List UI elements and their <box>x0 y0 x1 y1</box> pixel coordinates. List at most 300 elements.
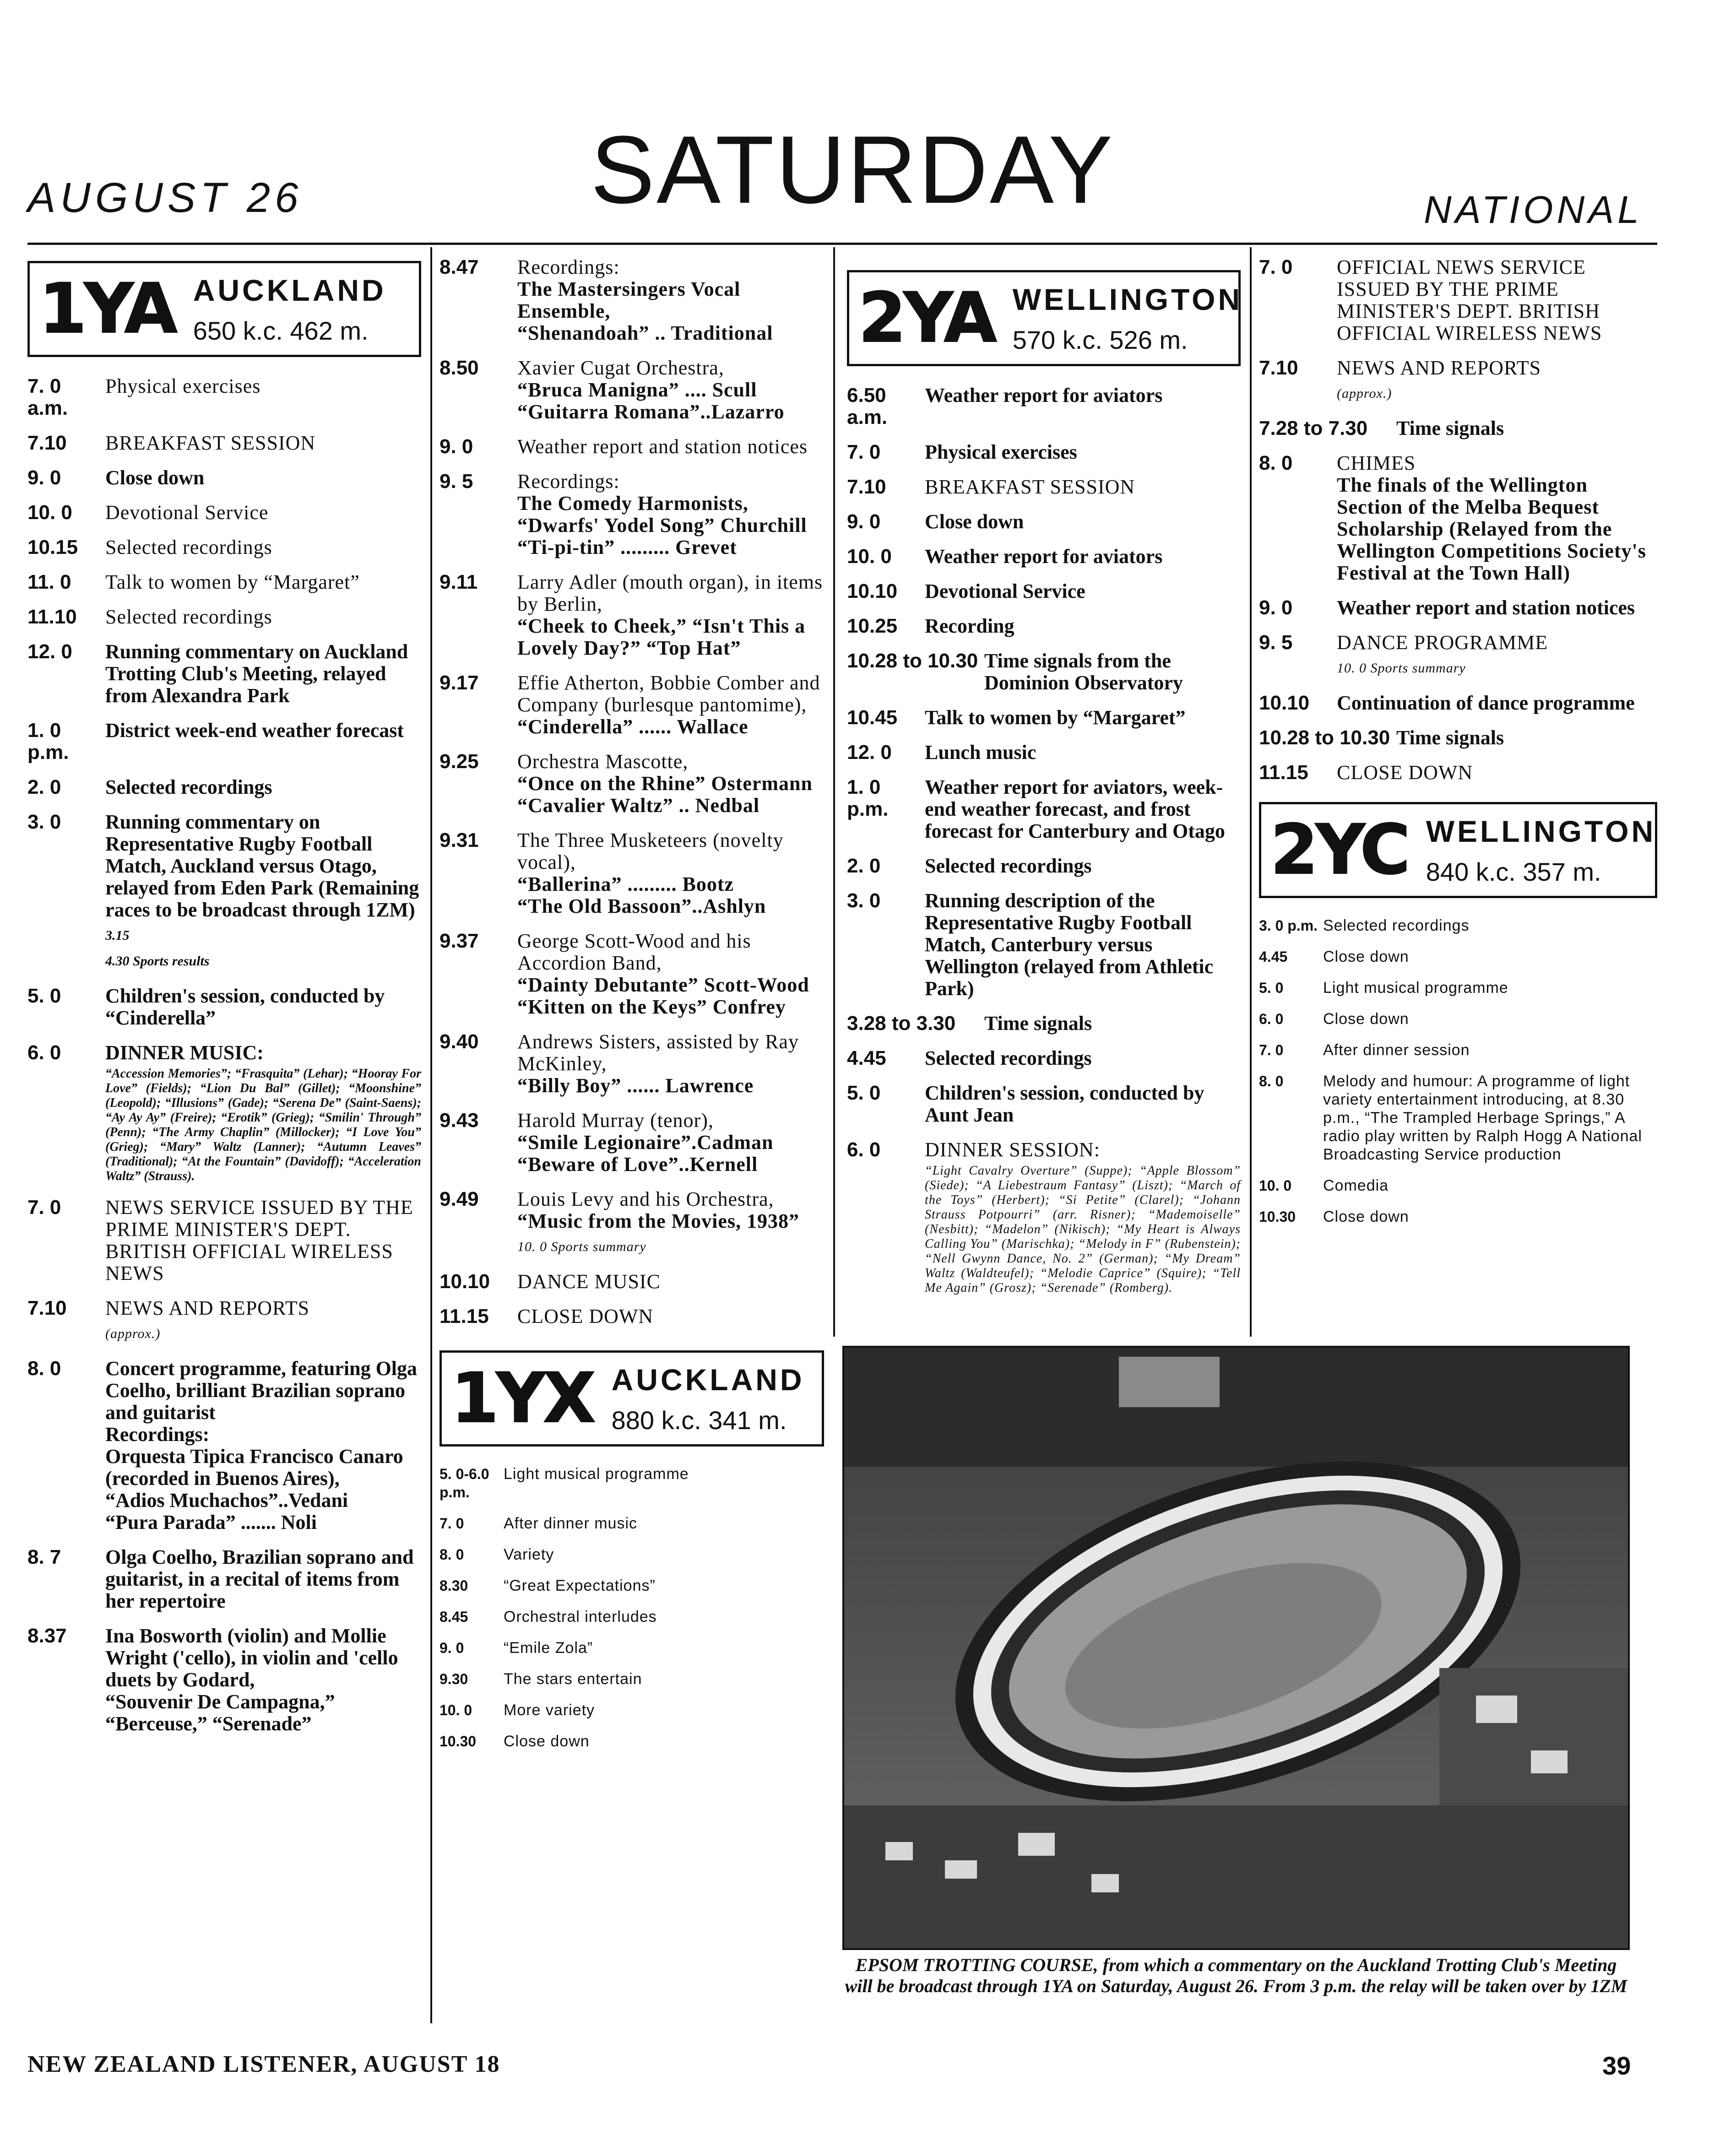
programme-item <box>1259 256 1657 344</box>
programme-title: Children's session, conducted by “Cinderella” <box>105 985 385 1029</box>
programme-item <box>1259 948 1657 966</box>
programme-detail: “Music from the Movies, 1938” <box>517 1210 799 1232</box>
programme-description <box>517 1031 824 1097</box>
programme-description <box>517 357 824 423</box>
station-frequency: 570 k.c. 526 m. <box>1012 325 1188 354</box>
programme-item <box>1259 1072 1657 1164</box>
programme-title: Ina Bosworth (violin) and Mollie Wright ('cello), in violin and 'cello duets by Godard, <box>105 1625 398 1691</box>
programme-title: OFFICIAL NEWS SERVICE ISSUED BY THE PRIME MINISTER'S DEPT. BRITISH OFFICIAL WIRELESS NEWS <box>1337 256 1602 344</box>
programme-item <box>1259 1041 1657 1059</box>
programme-detail: “Bruca Manigna” .... Scull <box>517 379 757 401</box>
programme-time: 4.45 <box>1259 948 1288 965</box>
epsom-trotting-course-photo <box>842 1346 1630 1950</box>
programme-description <box>517 436 824 458</box>
programme-item <box>27 571 421 593</box>
programme-time: 10.10 <box>1259 692 1310 714</box>
programme-description <box>105 776 421 798</box>
programme-title: Selected recordings <box>925 855 1092 877</box>
programme-item <box>439 1545 824 1564</box>
programme-description <box>1323 1072 1657 1164</box>
programme-time: 10.45 <box>847 706 898 729</box>
programme-item <box>847 707 1241 729</box>
programme-title: Olga Coelho, Brazilian soprano and guitarist, in a recital of items from her repertoire <box>105 1546 414 1612</box>
programme-title: Selected recordings <box>105 536 272 558</box>
programme-description <box>517 829 824 917</box>
programme-description <box>105 1042 421 1184</box>
programme-time: 7.10 <box>1259 357 1298 379</box>
header-day: SATURDAY <box>591 116 1115 223</box>
recordings-label: Recordings: <box>105 1423 210 1446</box>
programme-title: The stars entertain <box>504 1670 642 1688</box>
programme-description <box>1396 417 1657 439</box>
programme-detail: “Guitarra Romana”..Lazarro <box>517 401 785 423</box>
programme-description <box>105 467 421 489</box>
programme-item <box>27 641 421 707</box>
programme-description <box>1323 1041 1657 1059</box>
station-city: WELLINGTON <box>1012 282 1243 316</box>
programme-time: 3.28 to 3.30 <box>847 1012 956 1035</box>
programme-detail: “Dwarfs' Yodel Song” Churchill <box>517 514 807 536</box>
programme-title: CLOSE DOWN <box>517 1305 654 1327</box>
programme-title: The Three Musketeers (novelty vocal), <box>517 829 784 873</box>
station-city: WELLINGTON <box>1426 814 1656 848</box>
programme-title: George Scott-Wood and his Accordion Band, <box>517 930 751 974</box>
programme-item <box>1259 762 1657 784</box>
programme-description <box>504 1732 824 1750</box>
programme-description <box>925 707 1241 729</box>
programme-title: Close down <box>1323 1010 1409 1028</box>
programme-description <box>1323 1176 1657 1195</box>
photo-caption: EPSOM TROTTING COURSE, from which a commentary on the Auckland Trotting Club's Meeting will be broadcast through 1YA on Saturday, August 26. From 3 p.m. the relay will be taken over by 1ZM <box>845 1955 1628 1996</box>
column-divider <box>833 247 835 1337</box>
header-network: NATIONAL <box>1424 188 1643 231</box>
programme-time: 9. 0 <box>439 435 473 458</box>
programme-item <box>1259 916 1657 935</box>
programme-title: Recordings: <box>517 470 620 493</box>
programme-time: 9. 5 <box>1259 631 1293 654</box>
sports-summary: 10. 0 Sports summary <box>517 1239 646 1254</box>
programme-item <box>27 1042 421 1184</box>
dinner-music-list: “Accession Memories”; “Frasquita” (Lehar); “Hooray For Love” (Fields); “Lion Du Bal” (Gillet); “Moonshine” (Leopold); “Illusions” (Gade); “Serena De” (Saint-Saens); “Ay Ay Ay” (Freire); “Erotik” (Grieg); “Smilin' Through” (Penn); “The Army Chaplin” (Millocker); “I Love You” (Grieg); “Mary” Waltz (Lanner); “Autumn Leaves” (Traditional); “At the Fountain” (Davidoff); “Acceleration Waltz” (Strauss). <box>105 1067 421 1183</box>
programme-title: NEWS AND REPORTS <box>1337 357 1541 379</box>
programme-item <box>1259 357 1657 405</box>
programme-description <box>504 1577 824 1595</box>
programme-item <box>27 1625 421 1735</box>
programme-item <box>439 1608 824 1626</box>
column-1ya-continued <box>439 256 824 1763</box>
programme-item <box>439 672 824 738</box>
programme-description <box>105 502 421 524</box>
programme-time: 9.25 <box>439 750 479 773</box>
station-callsign: 1YX <box>451 1359 593 1438</box>
programme-title: Close down <box>105 466 205 489</box>
programme-item <box>1259 597 1657 619</box>
programme-item <box>439 1701 824 1719</box>
programme-description <box>1337 452 1657 584</box>
recording-item: Orquesta Tipica Francisco Canaro (recorded in Buenos Aires), <box>105 1445 403 1490</box>
station-frequency: 840 k.c. 357 m. <box>1426 857 1601 886</box>
programme-list-1yx <box>439 1465 824 1750</box>
programme-item <box>439 1732 824 1750</box>
programme-description <box>517 471 824 558</box>
programme-description <box>984 1013 1241 1035</box>
programme-list-1ya <box>27 375 421 1735</box>
programme-description <box>925 1047 1241 1069</box>
programme-time: 10.28 to 10.30 <box>847 650 978 672</box>
programme-description <box>517 1306 824 1327</box>
station-city: AUCKLAND <box>611 1362 805 1397</box>
programme-item <box>439 436 824 458</box>
programme-time: 5. 0-6.0 p.m. <box>439 1466 489 1501</box>
recording-item: “Berceuse,” “Serenade” <box>105 1712 312 1735</box>
column-1ya <box>27 261 421 1748</box>
programme-title: Physical exercises <box>105 375 261 397</box>
programme-time: 11.10 <box>27 606 77 628</box>
page-number: 39 <box>1602 2051 1631 2080</box>
footer-publication: NEW ZEALAND LISTENER, AUGUST 18 <box>27 2051 500 2077</box>
programme-time: 9.31 <box>439 829 479 851</box>
station-box-2yc <box>1259 802 1657 898</box>
programme-item <box>439 256 824 344</box>
programme-description <box>1323 948 1657 966</box>
programme-title: Lunch music <box>925 741 1036 764</box>
station-city: AUCKLAND <box>193 273 386 307</box>
programme-title: Effie Atherton, Bobbie Comber and Company (burlesque pantomime), <box>517 672 820 716</box>
programme-item <box>847 650 1241 694</box>
programme-detail: “Kitten on the Keys” Confrey <box>517 996 786 1018</box>
programme-description <box>504 1514 824 1533</box>
programme-time: 7.10 <box>27 1297 67 1319</box>
programme-time: 3. 0 <box>27 811 61 833</box>
station-frequency: 880 k.c. 341 m. <box>611 1405 787 1435</box>
programme-detail: “Cheek to Cheek,” “Isn't This a Lovely Day?” “Top Hat” <box>517 615 806 659</box>
programme-title: Devotional Service <box>105 501 269 524</box>
programme-item <box>27 536 421 558</box>
programme-time: 10.25 <box>847 615 898 637</box>
programme-detail: “Shenandoah” .. Traditional <box>517 322 773 344</box>
programme-item <box>847 511 1241 533</box>
programme-time: 7.10 <box>27 432 67 454</box>
station-callsign: 2YC <box>1270 810 1408 890</box>
programme-item <box>1259 1208 1657 1226</box>
programme-time: 8.45 <box>439 1609 468 1625</box>
programme-title: Close down <box>1323 1208 1409 1225</box>
programme-description <box>105 375 421 419</box>
programme-title: After dinner music <box>504 1515 637 1532</box>
programme-time: 7.10 <box>847 476 886 498</box>
programme-title: Concert programme, featuring Olga Coelho, brilliant Brazilian soprano and guitarist <box>105 1357 418 1424</box>
programme-description <box>504 1608 824 1626</box>
sports-summary: 10. 0 Sports summary <box>1337 661 1466 676</box>
programme-description <box>105 1197 421 1284</box>
programme-item <box>27 720 421 764</box>
programme-time: 5. 0 <box>27 985 61 1007</box>
programme-time: 2. 0 <box>847 855 881 877</box>
programme-time: 10.30 <box>439 1733 477 1750</box>
programme-item <box>27 1197 421 1284</box>
programme-description <box>925 476 1241 498</box>
programme-description <box>1337 632 1657 679</box>
programme-item <box>27 811 421 972</box>
programme-title: Weather report and station notices <box>1337 596 1635 619</box>
programme-title: BREAKFAST SESSION <box>105 432 316 454</box>
programme-description <box>925 776 1241 842</box>
programme-time: 9.40 <box>439 1030 479 1053</box>
programme-item <box>439 357 824 423</box>
programme-item <box>439 1577 824 1595</box>
programme-item <box>439 1188 824 1258</box>
programme-item <box>439 829 824 917</box>
programme-item <box>439 1306 824 1327</box>
programme-item <box>439 1514 824 1533</box>
programme-description <box>1337 762 1657 784</box>
programme-time: 8.37 <box>27 1625 67 1647</box>
programme-title: Talk to women by “Margaret” <box>925 706 1186 729</box>
programme-time: 8. 0 <box>1259 452 1293 474</box>
programme-time: 5. 0 <box>847 1082 881 1104</box>
programme-time: 10. 0 <box>847 545 892 568</box>
programme-description <box>925 580 1241 602</box>
programme-time: 10.15 <box>27 536 78 558</box>
programme-title: NEWS SERVICE ISSUED BY THE PRIME MINISTER'S DEPT. BRITISH OFFICIAL WIRELESS NEWS <box>105 1196 413 1284</box>
programme-item <box>27 432 421 454</box>
programme-title: DINNER SESSION: <box>925 1138 1100 1161</box>
chimes-detail: The finals of the Wellington Section of the Melba Bequest Scholarship (Relayed from the Wellington Competitions Society's Festival at the Town Hall) <box>1337 474 1646 584</box>
programme-title: BREAKFAST SESSION <box>925 476 1135 498</box>
dinner-session-list: “Light Cavalry Overture” (Suppe); “Apple Blossom” (Siede); “A Liebestraum Fantasy” (Liszt); “March of the Toys” (Herbert); “Si Petite” (Clarel); “Johann Strauss Potpourri” (arr. Risner); “Mademoiselle” (Nesbitt); “Madelon” (Nikisch); “My Heart is Always Calling You” (Marischka); “Melody in F” (Rubenstein); “Nell Gwynn Dance, No. 2” (German); “My Dream” Waltz (Waldteufel); “Melodie Caprice” (Squire); “Tell Me Again” (Grosz); “Serenade” (Romberg). <box>925 1164 1241 1295</box>
programme-detail: The Comedy Harmonists, <box>517 492 749 515</box>
programme-description <box>504 1545 824 1564</box>
programme-item <box>27 375 421 419</box>
programme-list-2yc <box>1259 916 1657 1226</box>
programme-item <box>847 855 1241 877</box>
programme-item <box>27 1297 421 1345</box>
programme-title: Larry Adler (mouth organ), in items by Berlin, <box>517 571 823 615</box>
programme-title: Continuation of dance programme <box>1337 692 1635 714</box>
programme-description <box>984 650 1241 694</box>
programme-title: Running commentary on Auckland Trotting Club's Meeting, relayed from Alexandra Park <box>105 640 408 707</box>
column-divider <box>430 247 432 2023</box>
programme-title: Light musical programme <box>1323 979 1508 997</box>
programme-item <box>1259 632 1657 679</box>
programme-time: 7.28 to 7.30 <box>1259 417 1368 439</box>
programme-time: 7. 0 <box>27 1196 61 1219</box>
programme-title: Harold Murray (tenor), <box>517 1109 714 1132</box>
programme-title: DANCE MUSIC <box>517 1270 661 1293</box>
programme-description <box>517 571 824 659</box>
programme-detail: “Billy Boy” ...... Lawrence <box>517 1074 754 1097</box>
programme-item <box>847 580 1241 602</box>
programme-title: Time signals from the Dominion Observatory <box>984 650 1183 694</box>
programme-title: Running commentary on Representative Rugby Football Match, Auckland versus Otago, relayed from Eden Park (Remaining races to be broadcast through 1ZM) <box>105 811 419 921</box>
programme-detail: “Ballerina” ......... Bootz <box>517 873 734 895</box>
station-box-1ya <box>27 261 421 357</box>
programme-item <box>1259 1010 1657 1028</box>
programme-time: 7. 0 a.m. <box>27 375 68 419</box>
programme-time: 8. 0 <box>439 1546 464 1563</box>
programme-description <box>925 1082 1241 1126</box>
programme-description <box>105 641 421 707</box>
programme-time: 2. 0 <box>27 776 61 798</box>
programme-time: 7. 0 <box>1259 256 1293 278</box>
programme-description <box>517 672 824 738</box>
programme-description <box>105 811 421 972</box>
programme-title: Weather report for aviators <box>925 384 1163 406</box>
programme-description <box>1337 357 1657 405</box>
programme-description <box>1323 1010 1657 1028</box>
programme-detail: The Mastersingers Vocal Ensemble, <box>517 278 741 322</box>
programme-detail: “Cavalier Waltz” .. Nedbal <box>517 794 760 817</box>
programme-description <box>925 855 1241 877</box>
programme-description <box>504 1701 824 1719</box>
programme-title: Recording <box>925 615 1014 637</box>
programme-item <box>847 890 1241 1000</box>
programme-description <box>1323 979 1657 997</box>
programme-time: 6.50 a.m. <box>847 384 888 428</box>
programme-item <box>439 1031 824 1097</box>
recording-item: “Adios Muchachos”..Vedani <box>105 1489 348 1512</box>
programme-item <box>1259 979 1657 997</box>
programme-item <box>1259 692 1657 714</box>
programme-description <box>105 720 421 764</box>
programme-time: 9.30 <box>439 1671 468 1687</box>
programme-title: Weather report for aviators <box>925 545 1163 568</box>
programme-item <box>439 1465 824 1501</box>
programme-time: 10. 0 <box>27 501 72 524</box>
recording-item: “Souvenir De Campagna,” <box>105 1690 335 1713</box>
programme-time: 7. 0 <box>847 441 881 463</box>
programme-item <box>847 546 1241 568</box>
programme-list-1ya-evening <box>439 256 824 1327</box>
programme-time: 1. 0 p.m. <box>27 719 69 764</box>
programme-detail: “The Old Bassoon”..Ashlyn <box>517 895 766 917</box>
programme-detail: “Dainty Debutante” Scott-Wood <box>517 974 809 996</box>
programme-item <box>1259 727 1657 749</box>
programme-item <box>27 467 421 489</box>
programme-title: Weather report and station notices <box>517 435 808 458</box>
programme-time: 7. 0 <box>1259 1042 1284 1058</box>
programme-time: 9. 0 <box>439 1640 464 1656</box>
programme-time: 9.17 <box>439 672 479 694</box>
programme-title: Time signals <box>1396 417 1504 439</box>
programme-item <box>439 1670 824 1688</box>
approx-note: (approx.) <box>1337 386 1392 401</box>
programme-time: 11. 0 <box>27 571 71 593</box>
programme-time: 9.43 <box>439 1109 479 1132</box>
programme-description <box>504 1639 824 1657</box>
programme-item <box>847 615 1241 637</box>
programme-time: 6. 0 <box>1259 1011 1284 1027</box>
programme-title: Light musical programme <box>504 1465 689 1483</box>
programme-title: Physical exercises <box>925 441 1077 463</box>
programme-time: 10. 0 <box>439 1702 472 1718</box>
programme-title: District week-end weather forecast <box>105 719 404 742</box>
programme-time: 10.10 <box>439 1270 490 1293</box>
programme-time: 11.15 <box>1259 761 1308 784</box>
programme-item <box>847 1047 1241 1069</box>
programme-time: 1. 0 p.m. <box>847 776 889 820</box>
programme-title: After dinner session <box>1323 1041 1470 1059</box>
programme-description <box>1323 916 1657 935</box>
programme-title: CHIMES <box>1337 452 1416 474</box>
programme-title: Comedia <box>1323 1177 1389 1194</box>
programme-item <box>847 742 1241 764</box>
programme-item <box>439 930 824 1018</box>
programme-title: Close down <box>1323 948 1409 965</box>
programme-description <box>517 1188 824 1258</box>
programme-time: 8. 0 <box>1259 1073 1284 1089</box>
programme-description <box>105 606 421 628</box>
station-box-2ya <box>847 270 1241 366</box>
programme-item <box>1259 417 1657 439</box>
programme-title: DANCE PROGRAMME <box>1337 631 1548 654</box>
programme-title: More variety <box>504 1701 595 1719</box>
programme-description <box>925 385 1241 428</box>
programme-description <box>517 930 824 1018</box>
programme-title: Talk to women by “Margaret” <box>105 571 360 593</box>
programme-title: Selected recordings <box>925 1047 1092 1069</box>
station-frequency: 650 k.c. 462 m. <box>193 316 369 345</box>
station-callsign: 1YA <box>39 269 175 349</box>
programme-item <box>439 571 824 659</box>
programme-time: 10.28 to 10.30 <box>1259 726 1390 749</box>
programme-time: 8.47 <box>439 256 479 278</box>
programme-detail: “Ti-pi-tin” ......... Grevet <box>517 536 737 558</box>
programme-description <box>517 751 824 817</box>
programme-title: Selected recordings <box>1323 917 1470 934</box>
programme-description <box>925 511 1241 533</box>
programme-item <box>27 776 421 798</box>
programme-title: Time signals <box>984 1012 1092 1035</box>
header-date: AUGUST 26 <box>27 174 303 221</box>
programme-title: Devotional Service <box>925 580 1085 602</box>
programme-time: 3. 0 <box>847 889 881 912</box>
programme-detail: “Smile Legionaire”.Cadman <box>517 1131 774 1154</box>
programme-title: Andrews Sisters, assisted by Ray McKinley, <box>517 1030 799 1075</box>
programme-description <box>105 571 421 593</box>
programme-time: 9.49 <box>439 1188 479 1210</box>
programme-title: NEWS AND REPORTS <box>105 1297 310 1319</box>
programme-time: 3. 0 p.m. <box>1259 917 1318 934</box>
programme-description <box>1337 692 1657 714</box>
programme-time: 8. 0 <box>27 1357 61 1380</box>
programme-description <box>517 1110 824 1176</box>
programme-item <box>27 985 421 1029</box>
programme-time: 9. 0 <box>1259 596 1293 619</box>
programme-time: 7. 0 <box>439 1515 464 1532</box>
programme-detail: “Beware of Love”..Kernell <box>517 1153 758 1176</box>
programme-title: Variety <box>504 1546 554 1563</box>
programme-item <box>27 1358 421 1533</box>
programme-description <box>105 1546 421 1612</box>
programme-title: Louis Levy and his Orchestra, <box>517 1188 774 1210</box>
programme-time: 8.50 <box>439 357 479 379</box>
programme-time: 9.11 <box>439 571 478 593</box>
column-2ya-continued <box>1259 256 1657 1239</box>
programme-time: 6. 0 <box>847 1138 881 1161</box>
programme-time: 9.37 <box>439 930 479 952</box>
programme-list-2ya-evening <box>1259 256 1657 784</box>
programme-title: Selected recordings <box>105 606 272 628</box>
programme-description <box>504 1465 824 1501</box>
programme-title: DINNER MUSIC: <box>105 1041 264 1064</box>
programme-title: Xavier Cugat Orchestra, <box>517 357 724 379</box>
programme-title: Weather report for aviators, week-end weather forecast, and frost forecast for Canterbury and Otago <box>925 776 1225 842</box>
programme-description <box>1337 597 1657 619</box>
programme-time: 12. 0 <box>847 741 892 764</box>
programme-item <box>847 1082 1241 1126</box>
programme-description <box>1337 256 1657 344</box>
